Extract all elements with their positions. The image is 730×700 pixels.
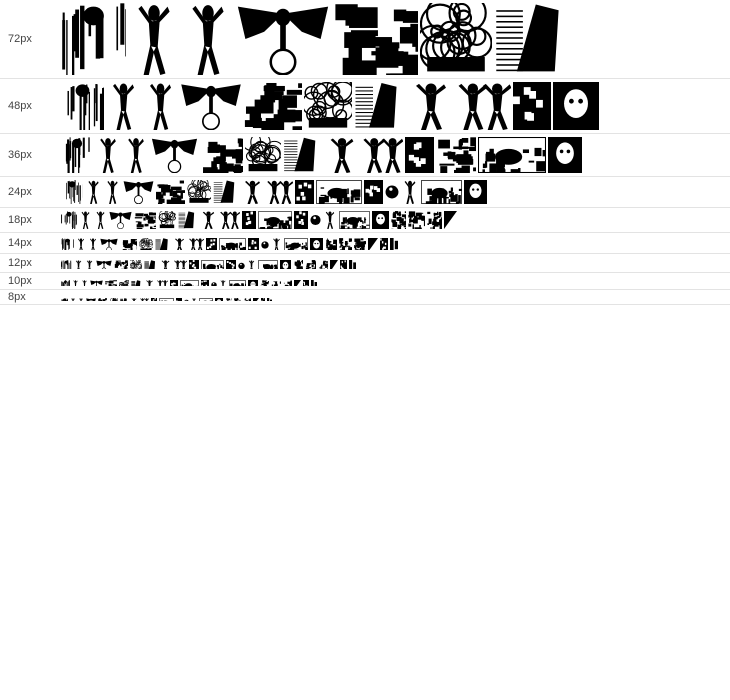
glyph-wide-panel-2[interactable] <box>199 298 213 301</box>
glyph-robed-reaper[interactable] <box>354 82 404 130</box>
glyph-standing-demon[interactable] <box>143 82 178 130</box>
glyph-winged-figure[interactable] <box>61 260 72 269</box>
glyph-leaping-figure[interactable] <box>191 298 197 301</box>
glyph-dancing-demon[interactable] <box>70 298 76 301</box>
glyph-strip-cell <box>60 177 730 208</box>
glyph-dark-block[interactable] <box>176 298 182 301</box>
size-label: 10px <box>8 275 32 287</box>
glyph-strip <box>60 180 730 204</box>
glyph-small-scene[interactable] <box>391 211 406 229</box>
glyph-smoke-cloud-figure[interactable] <box>187 180 211 204</box>
glyph-standing-demon[interactable] <box>85 260 94 269</box>
glyph-flying-rider[interactable] <box>130 298 138 301</box>
glyph-size-row <box>0 79 730 134</box>
glyph-pair-block[interactable] <box>339 238 352 250</box>
glyph-smoke-cloud-figure[interactable] <box>304 82 352 130</box>
glyph-orb[interactable] <box>238 260 245 269</box>
glyph-bat-wing-creature[interactable] <box>151 137 198 173</box>
glyph-flying-rider[interactable] <box>172 238 187 250</box>
glyph-winged-figure[interactable] <box>61 211 77 229</box>
glyph-standing-demon[interactable] <box>104 180 121 204</box>
glyph-corner-block[interactable] <box>253 298 259 301</box>
glyph-strip <box>60 257 730 269</box>
glyph-standing-demon[interactable] <box>88 238 98 250</box>
glyph-dancing-demon[interactable] <box>106 82 141 130</box>
size-label: 12px <box>8 257 32 269</box>
glyph-smoke-cloud-figure[interactable] <box>245 137 281 173</box>
glyph-edge-block[interactable] <box>311 280 317 286</box>
glyph-bat-wing-creature[interactable] <box>236 3 330 75</box>
glyph-small-scene[interactable] <box>225 298 232 301</box>
glyph-split-block[interactable] <box>244 298 251 301</box>
glyph-winged-figure[interactable] <box>61 180 83 204</box>
glyph-wide-panel-2[interactable] <box>339 211 370 229</box>
glyph-tiny-block[interactable] <box>340 260 347 269</box>
glyph-edge-block[interactable] <box>349 260 356 269</box>
glyph-leaping-figure[interactable] <box>219 280 227 286</box>
glyph-strip-cell <box>60 208 730 233</box>
glyph-wide-panel[interactable] <box>258 211 292 229</box>
glyph-leaping-figure[interactable] <box>401 180 419 204</box>
glyph-wide-panel-2[interactable] <box>421 180 462 204</box>
glyph-dark-block[interactable] <box>248 238 259 250</box>
glyph-twin-dancers[interactable] <box>174 260 187 269</box>
glyph-split-block[interactable] <box>318 260 328 269</box>
glyph-robed-reaper[interactable] <box>120 298 128 301</box>
glyph-face-portrait[interactable] <box>215 298 223 301</box>
glyph-tiny-block[interactable] <box>303 280 309 286</box>
size-label: 48px <box>8 100 32 112</box>
glyph-strip-cell <box>60 233 730 254</box>
glyph-size-row <box>0 208 730 233</box>
glyph-standing-demon[interactable] <box>123 137 149 173</box>
glyph-edge-block[interactable] <box>390 238 398 250</box>
glyph-winged-figure[interactable] <box>61 137 93 173</box>
size-label: 8px <box>8 291 26 303</box>
glyph-winged-figure[interactable] <box>61 238 74 250</box>
glyph-size-row <box>0 134 730 177</box>
glyph-wide-panel-2[interactable] <box>229 280 246 286</box>
glyph-tangled-beasts[interactable] <box>120 238 137 250</box>
glyph-standing-demon[interactable] <box>78 298 84 301</box>
glyph-tangled-beasts[interactable] <box>105 280 117 286</box>
glyph-strip-cell <box>60 134 730 177</box>
glyph-tangled-beasts[interactable] <box>134 211 156 229</box>
glyph-split-block[interactable] <box>283 280 292 286</box>
preview-rows <box>0 0 730 305</box>
glyph-dark-block[interactable] <box>201 280 209 286</box>
glyph-small-scene[interactable] <box>293 260 303 269</box>
glyph-horned-beast[interactable] <box>206 238 217 250</box>
glyph-bat-wing-creature[interactable] <box>109 211 132 229</box>
glyph-horned-beast[interactable] <box>405 137 434 173</box>
glyph-smoke-cloud-figure[interactable] <box>420 3 492 75</box>
glyph-face-portrait[interactable] <box>280 260 291 269</box>
size-label: 14px <box>8 237 32 249</box>
glyph-smoke-cloud-figure[interactable] <box>110 298 118 301</box>
glyph-bat-wing-creature[interactable] <box>86 298 96 301</box>
glyph-face-portrait[interactable] <box>372 211 389 229</box>
glyph-leaping-figure[interactable] <box>271 238 282 250</box>
glyph-leaping-figure[interactable] <box>323 211 337 229</box>
glyph-size-row <box>0 273 730 290</box>
glyph-dark-block[interactable] <box>364 180 383 204</box>
glyph-size-row <box>0 0 730 79</box>
glyph-wide-panel-2[interactable] <box>258 260 278 269</box>
glyph-wide-panel[interactable] <box>201 260 224 269</box>
glyph-dark-block[interactable] <box>226 260 236 269</box>
glyph-winged-figure[interactable] <box>61 82 104 130</box>
glyph-smoke-cloud-figure[interactable] <box>139 238 153 250</box>
glyph-wide-panel[interactable] <box>159 298 174 301</box>
glyph-twin-dancers[interactable] <box>189 238 204 250</box>
glyph-beast-scene[interactable] <box>436 137 476 173</box>
glyph-flying-rider[interactable] <box>240 180 265 204</box>
glyph-dancing-demon[interactable] <box>85 180 102 204</box>
glyph-tangled-beasts[interactable] <box>114 260 128 269</box>
glyph-pair-block[interactable] <box>408 211 425 229</box>
glyph-horned-beast[interactable] <box>189 260 199 269</box>
glyph-size-row <box>0 177 730 208</box>
size-label: 18px <box>8 214 32 226</box>
glyph-twin-dancers[interactable] <box>363 137 403 173</box>
glyph-flying-rider[interactable] <box>199 211 218 229</box>
glyph-orb[interactable] <box>310 211 321 229</box>
glyph-robed-reaper[interactable] <box>178 211 197 229</box>
glyph-orb[interactable] <box>261 238 269 250</box>
glyph-twin-dancers[interactable] <box>220 211 240 229</box>
glyph-robed-reaper[interactable] <box>494 3 570 75</box>
glyph-bat-wing-creature[interactable] <box>180 82 242 130</box>
glyph-flying-rider[interactable] <box>144 280 155 286</box>
glyph-wide-panel[interactable] <box>180 280 199 286</box>
empty-page-area <box>0 305 730 575</box>
glyph-horned-beast[interactable] <box>295 180 314 204</box>
glyph-dancing-demon[interactable] <box>79 211 92 229</box>
glyph-orb[interactable] <box>211 280 217 286</box>
glyph-robed-reaper[interactable] <box>144 260 157 269</box>
glyph-strip-cell <box>60 273 730 290</box>
glyph-dancing-demon[interactable] <box>95 137 121 173</box>
glyph-corner-block[interactable] <box>368 238 378 250</box>
size-label: 72px <box>8 33 32 45</box>
glyph-split-block[interactable] <box>427 211 442 229</box>
glyph-dancing-demon[interactable] <box>76 238 86 250</box>
glyph-size-preview-table <box>0 0 730 305</box>
glyph-wide-panel-2[interactable] <box>284 238 308 250</box>
glyph-robed-reaper[interactable] <box>131 280 142 286</box>
glyph-twin-dancers[interactable] <box>157 280 168 286</box>
glyph-small-scene[interactable] <box>260 280 269 286</box>
glyph-size-row <box>0 233 730 254</box>
glyph-horned-beast[interactable] <box>242 211 256 229</box>
glyph-robed-reaper[interactable] <box>283 137 321 173</box>
glyph-twin-dancers[interactable] <box>140 298 149 301</box>
glyph-size-row <box>0 290 730 305</box>
glyph-corner-block[interactable] <box>444 211 457 229</box>
glyph-smoke-cloud-figure[interactable] <box>158 211 176 229</box>
glyph-pair-block[interactable] <box>271 280 281 286</box>
glyph-edge-block[interactable] <box>267 298 272 301</box>
glyph-strip-cell <box>60 79 730 134</box>
glyph-horned-beast[interactable] <box>151 298 157 301</box>
glyph-standing-demon[interactable] <box>81 280 88 286</box>
glyph-face-portrait[interactable] <box>464 180 487 204</box>
size-label: 24px <box>8 186 32 198</box>
glyph-robed-reaper[interactable] <box>155 238 170 250</box>
glyph-face-portrait[interactable] <box>310 238 323 250</box>
glyph-pair-block[interactable] <box>305 260 316 269</box>
glyph-face-portrait[interactable] <box>248 280 258 286</box>
glyph-winged-figure[interactable] <box>61 298 68 301</box>
glyph-winged-figure[interactable] <box>61 280 70 286</box>
glyph-bat-wing-creature[interactable] <box>90 280 103 286</box>
size-label: 36px <box>8 149 32 161</box>
glyph-standing-demon[interactable] <box>182 3 234 75</box>
glyph-strip <box>60 137 730 173</box>
glyph-flying-rider[interactable] <box>323 137 361 173</box>
glyph-bat-wing-creature[interactable] <box>100 238 118 250</box>
glyph-face-portrait[interactable] <box>553 82 599 130</box>
glyph-strip <box>60 211 730 229</box>
glyph-tangled-beasts[interactable] <box>332 3 418 75</box>
glyph-leaping-figure[interactable] <box>247 260 256 269</box>
glyph-smoke-cloud-figure[interactable] <box>119 280 129 286</box>
glyph-wide-panel[interactable] <box>316 180 362 204</box>
glyph-tiny-block[interactable] <box>261 298 265 301</box>
glyph-twin-dancers[interactable] <box>458 82 511 130</box>
glyph-standing-demon[interactable] <box>94 211 107 229</box>
glyph-size-row <box>0 254 730 273</box>
glyph-strip <box>60 293 730 301</box>
glyph-strip <box>60 236 730 250</box>
glyph-strip-cell <box>60 254 730 273</box>
glyph-corner-block[interactable] <box>294 280 301 286</box>
glyph-tangled-beasts[interactable] <box>200 137 243 173</box>
glyph-smoke-cloud-figure[interactable] <box>130 260 142 269</box>
glyph-face-portrait[interactable] <box>548 137 582 173</box>
glyph-strip <box>60 3 730 75</box>
glyph-dancing-demon[interactable] <box>72 280 79 286</box>
glyph-tangled-beasts[interactable] <box>156 180 185 204</box>
glyph-corner-block[interactable] <box>330 260 338 269</box>
glyph-flying-rider[interactable] <box>406 82 456 130</box>
glyph-robed-reaper[interactable] <box>213 180 238 204</box>
glyph-strip <box>60 82 730 130</box>
glyph-flying-rider[interactable] <box>159 260 172 269</box>
glyph-horned-beast[interactable] <box>513 82 551 130</box>
glyph-twin-dancers[interactable] <box>267 180 293 204</box>
glyph-tiny-block[interactable] <box>380 238 388 250</box>
glyph-strip-cell <box>60 290 730 305</box>
glyph-horned-beast[interactable] <box>170 280 178 286</box>
glyph-orb[interactable] <box>385 180 399 204</box>
glyph-dancing-demon[interactable] <box>128 3 180 75</box>
glyph-wide-panel[interactable] <box>219 238 246 250</box>
glyph-winged-figure[interactable] <box>61 3 126 75</box>
glyph-strip <box>60 276 730 286</box>
glyph-bat-wing-creature[interactable] <box>123 180 154 204</box>
glyph-tangled-beasts[interactable] <box>98 298 108 301</box>
glyph-strip-cell <box>60 0 730 79</box>
glyph-wide-panel[interactable] <box>478 137 546 173</box>
glyph-dancing-demon[interactable] <box>74 260 83 269</box>
glyph-bat-wing-creature[interactable] <box>96 260 112 269</box>
glyph-pair-block[interactable] <box>234 298 242 301</box>
glyph-dark-block[interactable] <box>294 211 308 229</box>
glyph-tangled-beasts[interactable] <box>244 82 302 130</box>
glyph-small-scene[interactable] <box>325 238 337 250</box>
glyph-split-block[interactable] <box>354 238 366 250</box>
glyph-orb[interactable] <box>184 298 189 301</box>
